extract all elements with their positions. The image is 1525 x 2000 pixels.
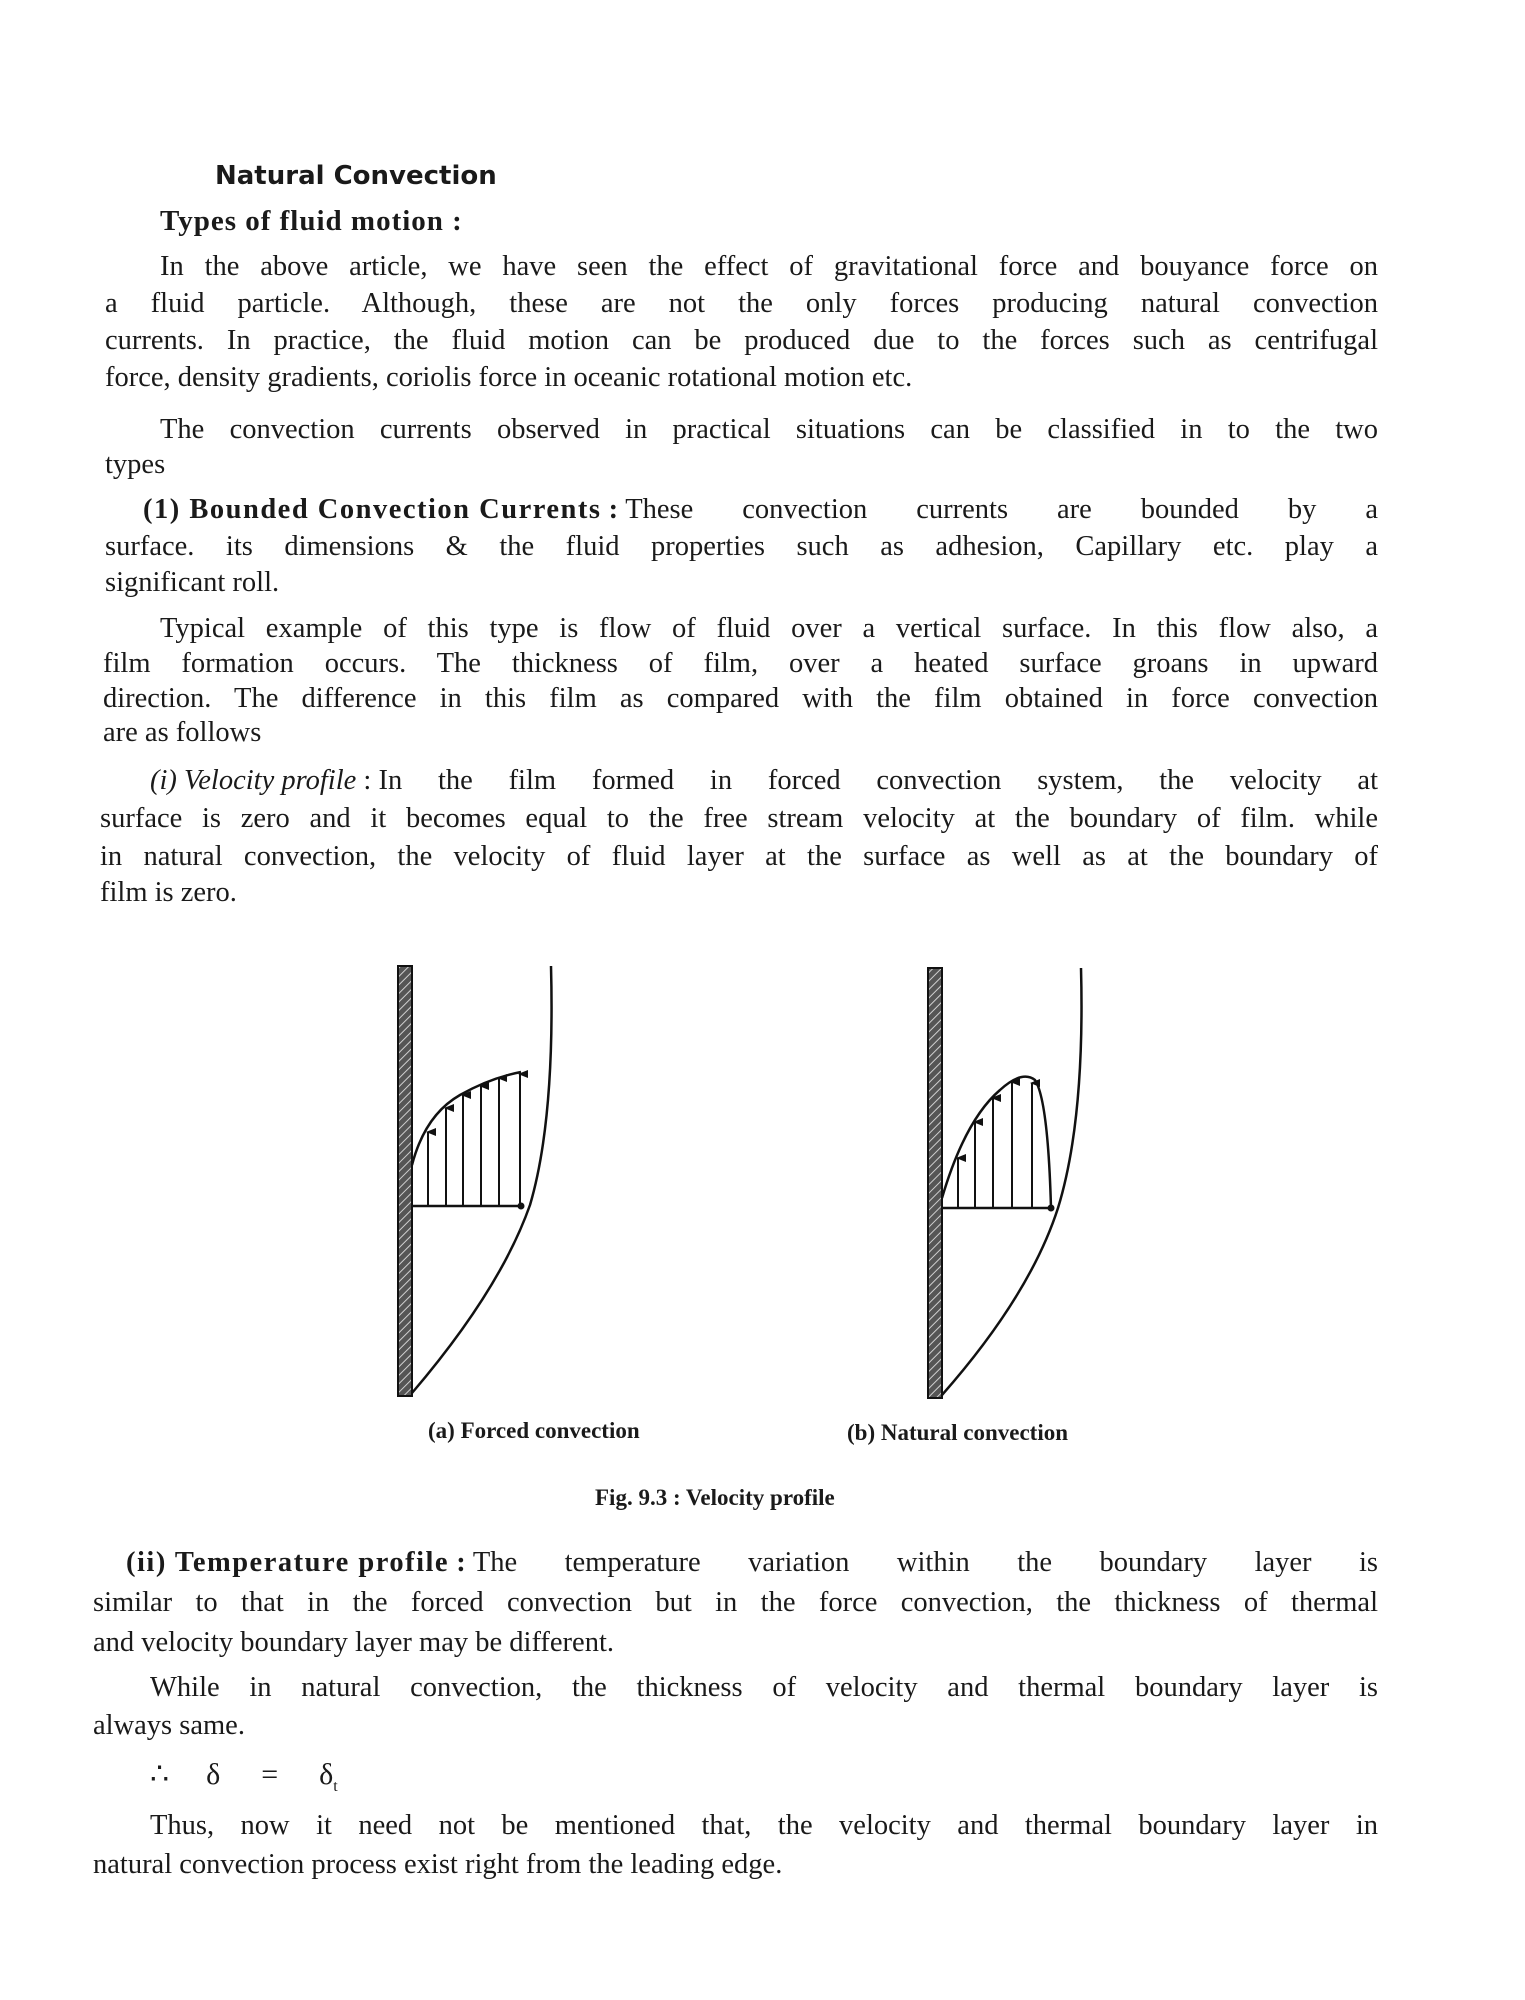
paragraph-line: The convection currents observed in practical situations can be classified in to the two xyxy=(160,414,1378,445)
paragraph-line: In the film formed in forced convection system, the velocity at xyxy=(378,765,1378,796)
temperature-profile-label: (ii) Temperature profile xyxy=(126,1547,450,1578)
paragraph-line: and velocity boundary layer may be different. xyxy=(93,1627,614,1658)
paragraph-line: similar to that in the forced convection but in the force convection, the thickness of thermal xyxy=(93,1587,1378,1618)
paragraph-line: film is zero. xyxy=(100,877,237,908)
heated-wall xyxy=(928,968,942,1398)
paragraph-line: surface is zero and it becomes equal to the free stream velocity at the boundary of film. while xyxy=(100,803,1378,834)
paragraph-line: These convection currents are bounded by a xyxy=(625,494,1378,525)
heated-wall xyxy=(398,966,412,1396)
label-separator: : xyxy=(449,1547,473,1578)
paragraph-line: Typical example of this type is flow of fluid over a vertical surface. In this flow also, a xyxy=(160,613,1378,644)
label-separator: : xyxy=(601,494,626,525)
section-heading: Natural Convection xyxy=(215,161,497,191)
temperature-profile-line xyxy=(126,1549,1378,1578)
forced-convection-diagram xyxy=(398,966,552,1396)
paragraph-line: force, density gradients, coriolis force in oceanic rotational motion etc. xyxy=(105,362,913,393)
therefore-symbol: ∴ xyxy=(150,1758,170,1791)
paragraph-line: Thus, now it need not be mentioned that, the velocity and thermal boundary layer in xyxy=(150,1810,1378,1841)
paragraph-line: a fluid particle. Although, these are not the only forces producing natural convection xyxy=(105,288,1378,319)
paragraph-line: are as follows xyxy=(103,717,262,748)
label-separator: : xyxy=(356,765,379,796)
equation-rhs-subscript: t xyxy=(333,1778,338,1795)
paragraph-line: in natural convection, the velocity of fluid layer at the surface as well as at the boundary of xyxy=(100,841,1378,872)
paragraph-line: In the above article, we have seen the effect of gravitational force and bouyance force on xyxy=(160,251,1378,282)
natural-convection-diagram xyxy=(928,968,1082,1398)
equation-lhs: δ xyxy=(206,1758,221,1791)
paragraph-line: While in natural convection, the thickness of velocity and thermal boundary layer is xyxy=(150,1672,1378,1703)
paragraph-line: natural convection process exist right from the leading edge. xyxy=(93,1849,783,1880)
paragraph-line: direction. The difference in this film as compared with the film obtained in force convection xyxy=(103,683,1378,714)
paragraph-line: significant roll. xyxy=(105,567,280,598)
paragraph-line: types xyxy=(105,449,166,480)
paragraph-line: The temperature variation within the boundary layer is xyxy=(472,1547,1378,1578)
equation-rhs: δ xyxy=(319,1758,334,1791)
figure-caption-a: (a) Forced convection xyxy=(428,1418,640,1443)
figure-title: Fig. 9.3 : Velocity profile xyxy=(595,1485,835,1510)
equation-equals: = xyxy=(261,1758,279,1791)
figure-caption-b: (b) Natural convection xyxy=(847,1420,1069,1445)
equation xyxy=(150,1760,338,1795)
paragraph-line: currents. In practice, the fluid motion can be produced due to the forces such as centrifugal xyxy=(105,325,1378,356)
bounded-convection-label: (1) Bounded Convection Currents xyxy=(143,494,602,525)
paragraph-line: always same. xyxy=(93,1710,245,1741)
paragraph-line: surface. its dimensions & the fluid properties such as adhesion, Capillary etc. play a xyxy=(105,531,1378,562)
subsection-heading: Types of fluid motion : xyxy=(160,205,463,237)
velocity-profile-label: (i) Velocity profile xyxy=(150,765,357,796)
paragraph-line: film formation occurs. The thickness of film, over a heated surface groans in upward xyxy=(103,648,1378,679)
